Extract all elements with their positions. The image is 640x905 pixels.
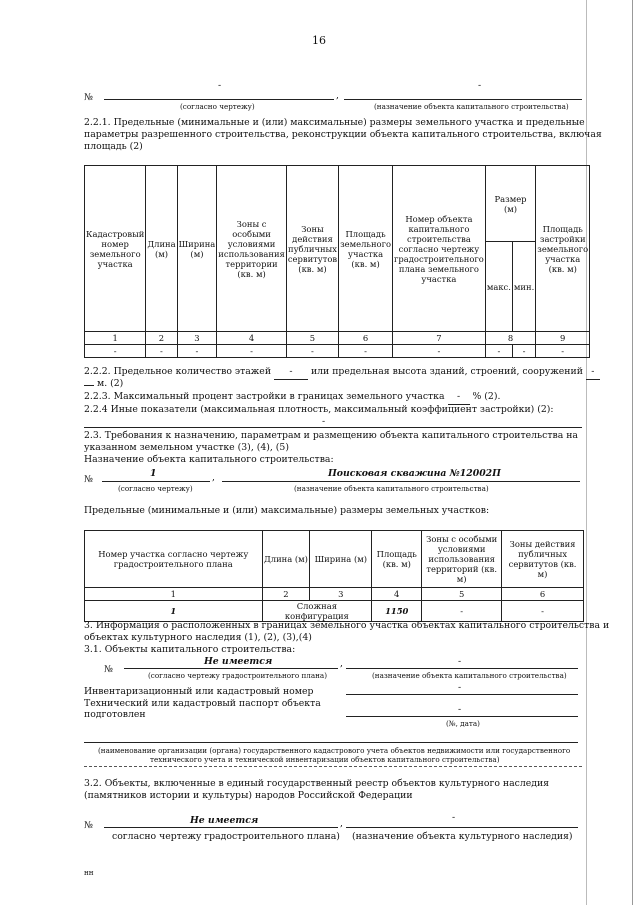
height-field: - — [586, 366, 600, 380]
th-width: Ширина (м) — [177, 166, 217, 332]
no-date-caption: (№, дата) — [446, 719, 480, 728]
number-sign: № — [84, 92, 93, 103]
table-cell: - — [286, 345, 338, 358]
table-cell: - — [217, 345, 287, 358]
s222-height-label: или предельная высота зданий, строений, сооружений — [310, 366, 583, 377]
edge-line — [632, 0, 633, 905]
th-length: Длина (м) — [262, 531, 310, 588]
top-dash-right: - — [478, 80, 482, 91]
org-caption1: (наименование организации (органа) государственного кадастрового учета объектов недвижимости или государственного — [98, 746, 571, 755]
object-number-value: 1 — [150, 468, 157, 479]
table-cell: - — [512, 345, 535, 358]
top-caption-right: (назначение объекта капитального строительства) — [374, 102, 569, 111]
th-cadastral: Кадастровый номер земельного участка — [85, 166, 146, 332]
col-num: 8 — [485, 332, 535, 345]
cap-purpose-value: - — [458, 656, 462, 667]
s221-line3: площадь (2) — [84, 141, 143, 152]
heritage-object-value: Не имеется — [190, 815, 259, 826]
s224-line: 2.2.4 Иные показатели (максимальная плотность, максимальный коэффициент застройки) (2): — [84, 404, 554, 415]
s222-label: 2.2.2. Предельное количество этажей — [84, 366, 272, 377]
s31-caption-left: (согласно чертежу градостроительного плана) — [148, 671, 328, 680]
s222-unit — [84, 378, 123, 391]
s32-line2: (памятников истории и культуры) народов Российской Федерации — [84, 790, 413, 801]
col-num: 7 — [393, 332, 486, 345]
plot-limits-label: Предельные (минимальные и (или) максимальные) размеры земельных участков: — [84, 505, 490, 516]
s32-line1: 3.2. Объекты, включенные в единый государственный реестр объектов культурного наследия — [84, 778, 550, 789]
s32-caption-left: согласно чертежу градостроительного плана) — [112, 831, 340, 842]
s31-caption-right: (назначение объекта капитального строительства) — [372, 671, 567, 680]
footer-mark: нн — [84, 868, 94, 877]
col-num: 3 — [310, 588, 372, 601]
tech-passport-value: - — [458, 704, 462, 715]
inventory-value: - — [458, 682, 462, 693]
s3-line1: 3. Информация о расположенных в границах земельного участка объектах капитального строительства и — [84, 620, 610, 631]
section-separator — [84, 766, 582, 767]
col-num: 1 — [85, 332, 146, 345]
col-num: 9 — [536, 332, 590, 345]
cap-object-value: Не имеется — [204, 656, 273, 667]
floors-field: - — [274, 366, 308, 380]
top-comma: , — [336, 90, 339, 101]
s223-unit: % (2). — [472, 391, 501, 402]
table-cell: - — [536, 345, 590, 358]
s31-title: 3.1. Объекты капитального строительства: — [84, 644, 296, 655]
th-size-min: мин. — [512, 242, 535, 332]
comma: , — [340, 658, 343, 669]
col-num: 6 — [339, 332, 393, 345]
s3-line2: объектах культурного наследия (1), (2), (3),(4) — [84, 632, 312, 643]
th-size-max: макс. — [485, 242, 512, 332]
th-plot-area: Площадь земельного участка (кв. м) — [339, 166, 393, 332]
table-cell: - — [177, 345, 217, 358]
th-special-zones: Зоны с особыми условиями использования территорий (кв. м) — [422, 531, 502, 588]
s23-line3: Назначение объекта капитального строительства: — [84, 454, 334, 465]
organization-field — [84, 742, 578, 743]
col-num: 4 — [372, 588, 422, 601]
col-num: 1 — [85, 588, 263, 601]
number-sign: № — [84, 474, 93, 485]
s23-line1: 2.3. Требования к назначению, параметрам и размещению объекта капитального строительства на — [84, 430, 578, 441]
s222-line — [84, 366, 600, 380]
col-num: 4 — [217, 332, 287, 345]
build-percent-field: - — [448, 391, 470, 405]
s224-value: - — [322, 416, 326, 427]
s223-line — [84, 391, 500, 405]
s23-line2: указанном земельном участке (3), (4), (5) — [84, 442, 289, 453]
comma: , — [340, 818, 343, 829]
number-sign: № — [84, 820, 93, 831]
th-special-zones: Зоны с особыми условиями использования территории (кв. м) — [217, 166, 287, 332]
s222-unit-text: м. (2) — [96, 378, 124, 389]
heritage-purpose-value: - — [452, 812, 456, 823]
tech-passport-label1: Технический или кадастровый паспорт объекта — [84, 698, 321, 709]
th-size: Размер (м) — [485, 166, 535, 242]
col-num: 2 — [262, 588, 310, 601]
inventory-label: Инвентаризационный или кадастровый номер — [84, 686, 314, 697]
top-dash-left: - — [218, 80, 222, 91]
top-field-right — [344, 99, 582, 100]
land-plot-table — [84, 165, 590, 358]
th-plot-number: Номер участка согласно чертежу градостроительного плана — [85, 531, 263, 588]
s221-line1: 2.2.1. Предельные (минимальные и (или) максимальные) размеры земельного участка и предельные — [84, 117, 585, 128]
table-cell: - — [146, 345, 177, 358]
table-cell: - — [393, 345, 486, 358]
th-width: Ширина (м) — [310, 531, 372, 588]
org-caption2: технического учета и технической инвентаризации объектов капитального строительства) — [150, 755, 500, 764]
tech-passport-field — [346, 716, 578, 717]
plot-servitudes-cell: - — [502, 601, 584, 622]
table-cell: - — [485, 345, 512, 358]
object-purpose-value: Поисковая скважина №12002П — [328, 468, 501, 479]
s32-caption-right: (назначение объекта культурного наследия) — [352, 831, 573, 842]
heritage-purpose-field — [346, 827, 578, 828]
object-purpose-field — [222, 481, 580, 482]
s23-caption-right: (назначение объекта капитального строительства) — [294, 484, 489, 493]
plot-zones-cell: - — [422, 601, 502, 622]
top-field-left — [104, 99, 334, 100]
s224-field — [84, 427, 582, 428]
plot-area-cell: 1150 — [372, 601, 422, 622]
tech-passport-label2: подготовлен — [84, 709, 146, 720]
col-num: 5 — [422, 588, 502, 601]
th-servitudes: Зоны действия публичных сервитутов (кв. м) — [502, 531, 584, 588]
number-sign: № — [104, 664, 113, 675]
th-servitudes: Зоны действия публичных сервитутов (кв. м) — [286, 166, 338, 332]
s221-line2: параметры разрешенного строительства, реконструкции объекта капитального строительства, включая — [84, 129, 602, 140]
page-number: 16 — [312, 34, 326, 47]
cap-purpose-field — [346, 668, 578, 669]
col-num: 3 — [177, 332, 217, 345]
plot-sizes-table — [84, 530, 584, 622]
th-area: Площадь (кв. м) — [372, 531, 422, 588]
plot-number-cell: 1 — [85, 601, 263, 622]
col-num: 5 — [286, 332, 338, 345]
table-cell: - — [339, 345, 393, 358]
s23-caption-left: (согласно чертежу) — [118, 484, 193, 493]
col-num: 2 — [146, 332, 177, 345]
cap-object-field — [124, 668, 338, 669]
plot-shape-cell: Сложная конфигурация — [262, 601, 372, 622]
heritage-object-field — [104, 827, 338, 828]
object-number-field — [102, 481, 210, 482]
s223-label: 2.2.3. Максимальный процент застройки в границах земельного участка — [84, 391, 445, 402]
th-object-number: Номер объекта капитального строительства согласно чертежу градостроительного плана земельного участка — [393, 166, 486, 332]
col-num: 6 — [502, 588, 584, 601]
table-cell: - — [85, 345, 146, 358]
top-caption-left: (согласно чертежу) — [180, 102, 255, 111]
th-building-area: Площадь застройки земельного участка (кв. м) — [536, 166, 590, 332]
comma: , — [212, 472, 215, 483]
th-length: Длина (м) — [146, 166, 177, 332]
inventory-field — [346, 694, 578, 695]
